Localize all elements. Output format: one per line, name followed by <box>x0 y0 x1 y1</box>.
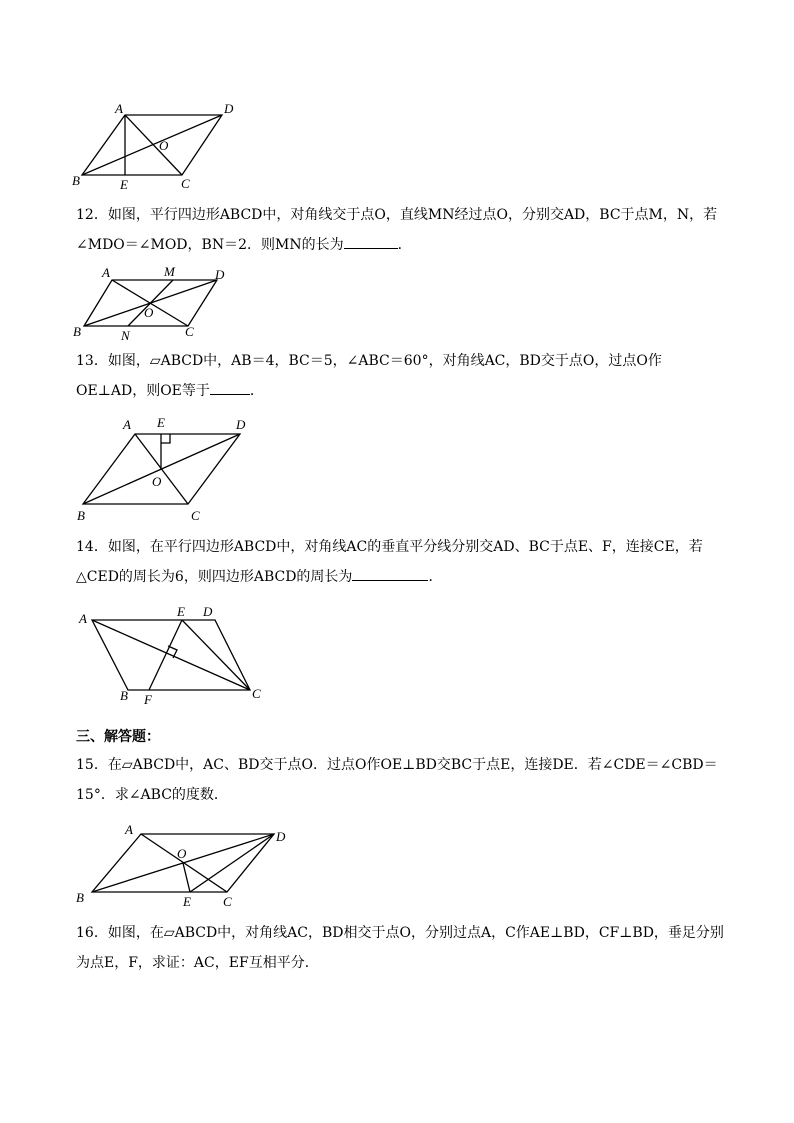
question-13-line-1: 13．如图，▱ABCD中，AB＝4，BC＝5，∠ABC＝60°，对角线AC，BD交于点O，过点O作 <box>76 353 662 369</box>
label-O: O <box>152 474 162 489</box>
label-A: A <box>123 417 131 432</box>
answer-blank-12[interactable] <box>344 234 398 249</box>
question-13-end: ． <box>249 383 264 399</box>
label-B: B <box>73 324 81 339</box>
figure-parallelogram-top <box>60 98 260 193</box>
section-heading-answer-questions: 三、解答题： <box>76 729 160 745</box>
label-C: C <box>181 176 190 191</box>
question-14-line-2 <box>76 562 726 592</box>
label-C: C <box>191 508 200 523</box>
figure-question-15 <box>70 818 300 910</box>
question-15-line-2: 15°．求∠ABC的度数． <box>76 787 228 803</box>
label-C: C <box>185 324 194 339</box>
label-E: E <box>157 415 165 430</box>
label-D: D <box>203 604 213 619</box>
label-B: B <box>72 173 80 188</box>
label-E: E <box>183 894 191 909</box>
question-14-text: △CED的周长为6，则四边形ABCD的周长为 <box>76 569 353 585</box>
label-A: A <box>115 101 123 116</box>
label-D: D <box>215 267 225 282</box>
label-B: B <box>120 688 128 703</box>
label-O: O <box>144 305 154 320</box>
label-O: O <box>159 138 169 153</box>
label-A: A <box>79 611 87 626</box>
answer-blank-14[interactable] <box>352 566 428 581</box>
label-F: F <box>144 692 152 707</box>
question-13-text: OE⊥AD，则OE等于 <box>76 383 210 399</box>
figure-question-13 <box>60 412 280 530</box>
question-12-end: ． <box>397 237 412 253</box>
label-C: C <box>252 686 261 701</box>
question-16-line-1: 16．如图，在▱ABCD中，对角线AC，BD相交于点O，分别过点A，C作AE⊥BD，CF⊥BD，垂足分别 <box>76 925 724 941</box>
label-A: A <box>125 822 133 837</box>
question-12-line-1: 12．如图，平行四边形ABCD中，对角线交于点O，直线MN经过点O，分别交AD，BC于点M，N，若 <box>76 207 718 223</box>
label-E: E <box>177 604 185 619</box>
label-E: E <box>120 177 128 192</box>
label-A: A <box>102 265 110 280</box>
figure-question-14 <box>72 602 272 712</box>
label-B: B <box>77 508 85 523</box>
label-O: O <box>177 846 187 861</box>
question-12-line-2 <box>76 230 726 260</box>
label-D: D <box>236 417 246 432</box>
question-12-text: ∠MDO＝∠MOD，BN＝2．则MN的长为 <box>76 237 344 253</box>
label-D: D <box>224 101 234 116</box>
question-13-line-2 <box>76 376 726 406</box>
question-14-end: ． <box>428 569 443 585</box>
question-16-line-2: 为点E，F，求证：AC，EF互相平分． <box>76 955 319 971</box>
label-M: M <box>164 264 175 279</box>
label-N: N <box>121 328 130 343</box>
answer-blank-13[interactable] <box>210 380 250 395</box>
label-C: C <box>223 894 232 909</box>
question-14-line-1: 14．如图，在平行四边形ABCD中，对角线AC的垂直平分线分别交AD、BC于点E、F，连接CE，若 <box>76 539 703 555</box>
question-15-line-1: 15．在▱ABCD中，AC、BD交于点O．过点O作OE⊥BD交BC于点E，连接DE．若∠CDE＝∠CBD＝ <box>76 757 718 773</box>
figure-question-12 <box>60 262 260 342</box>
label-D: D <box>276 829 286 844</box>
label-B: B <box>76 890 84 905</box>
